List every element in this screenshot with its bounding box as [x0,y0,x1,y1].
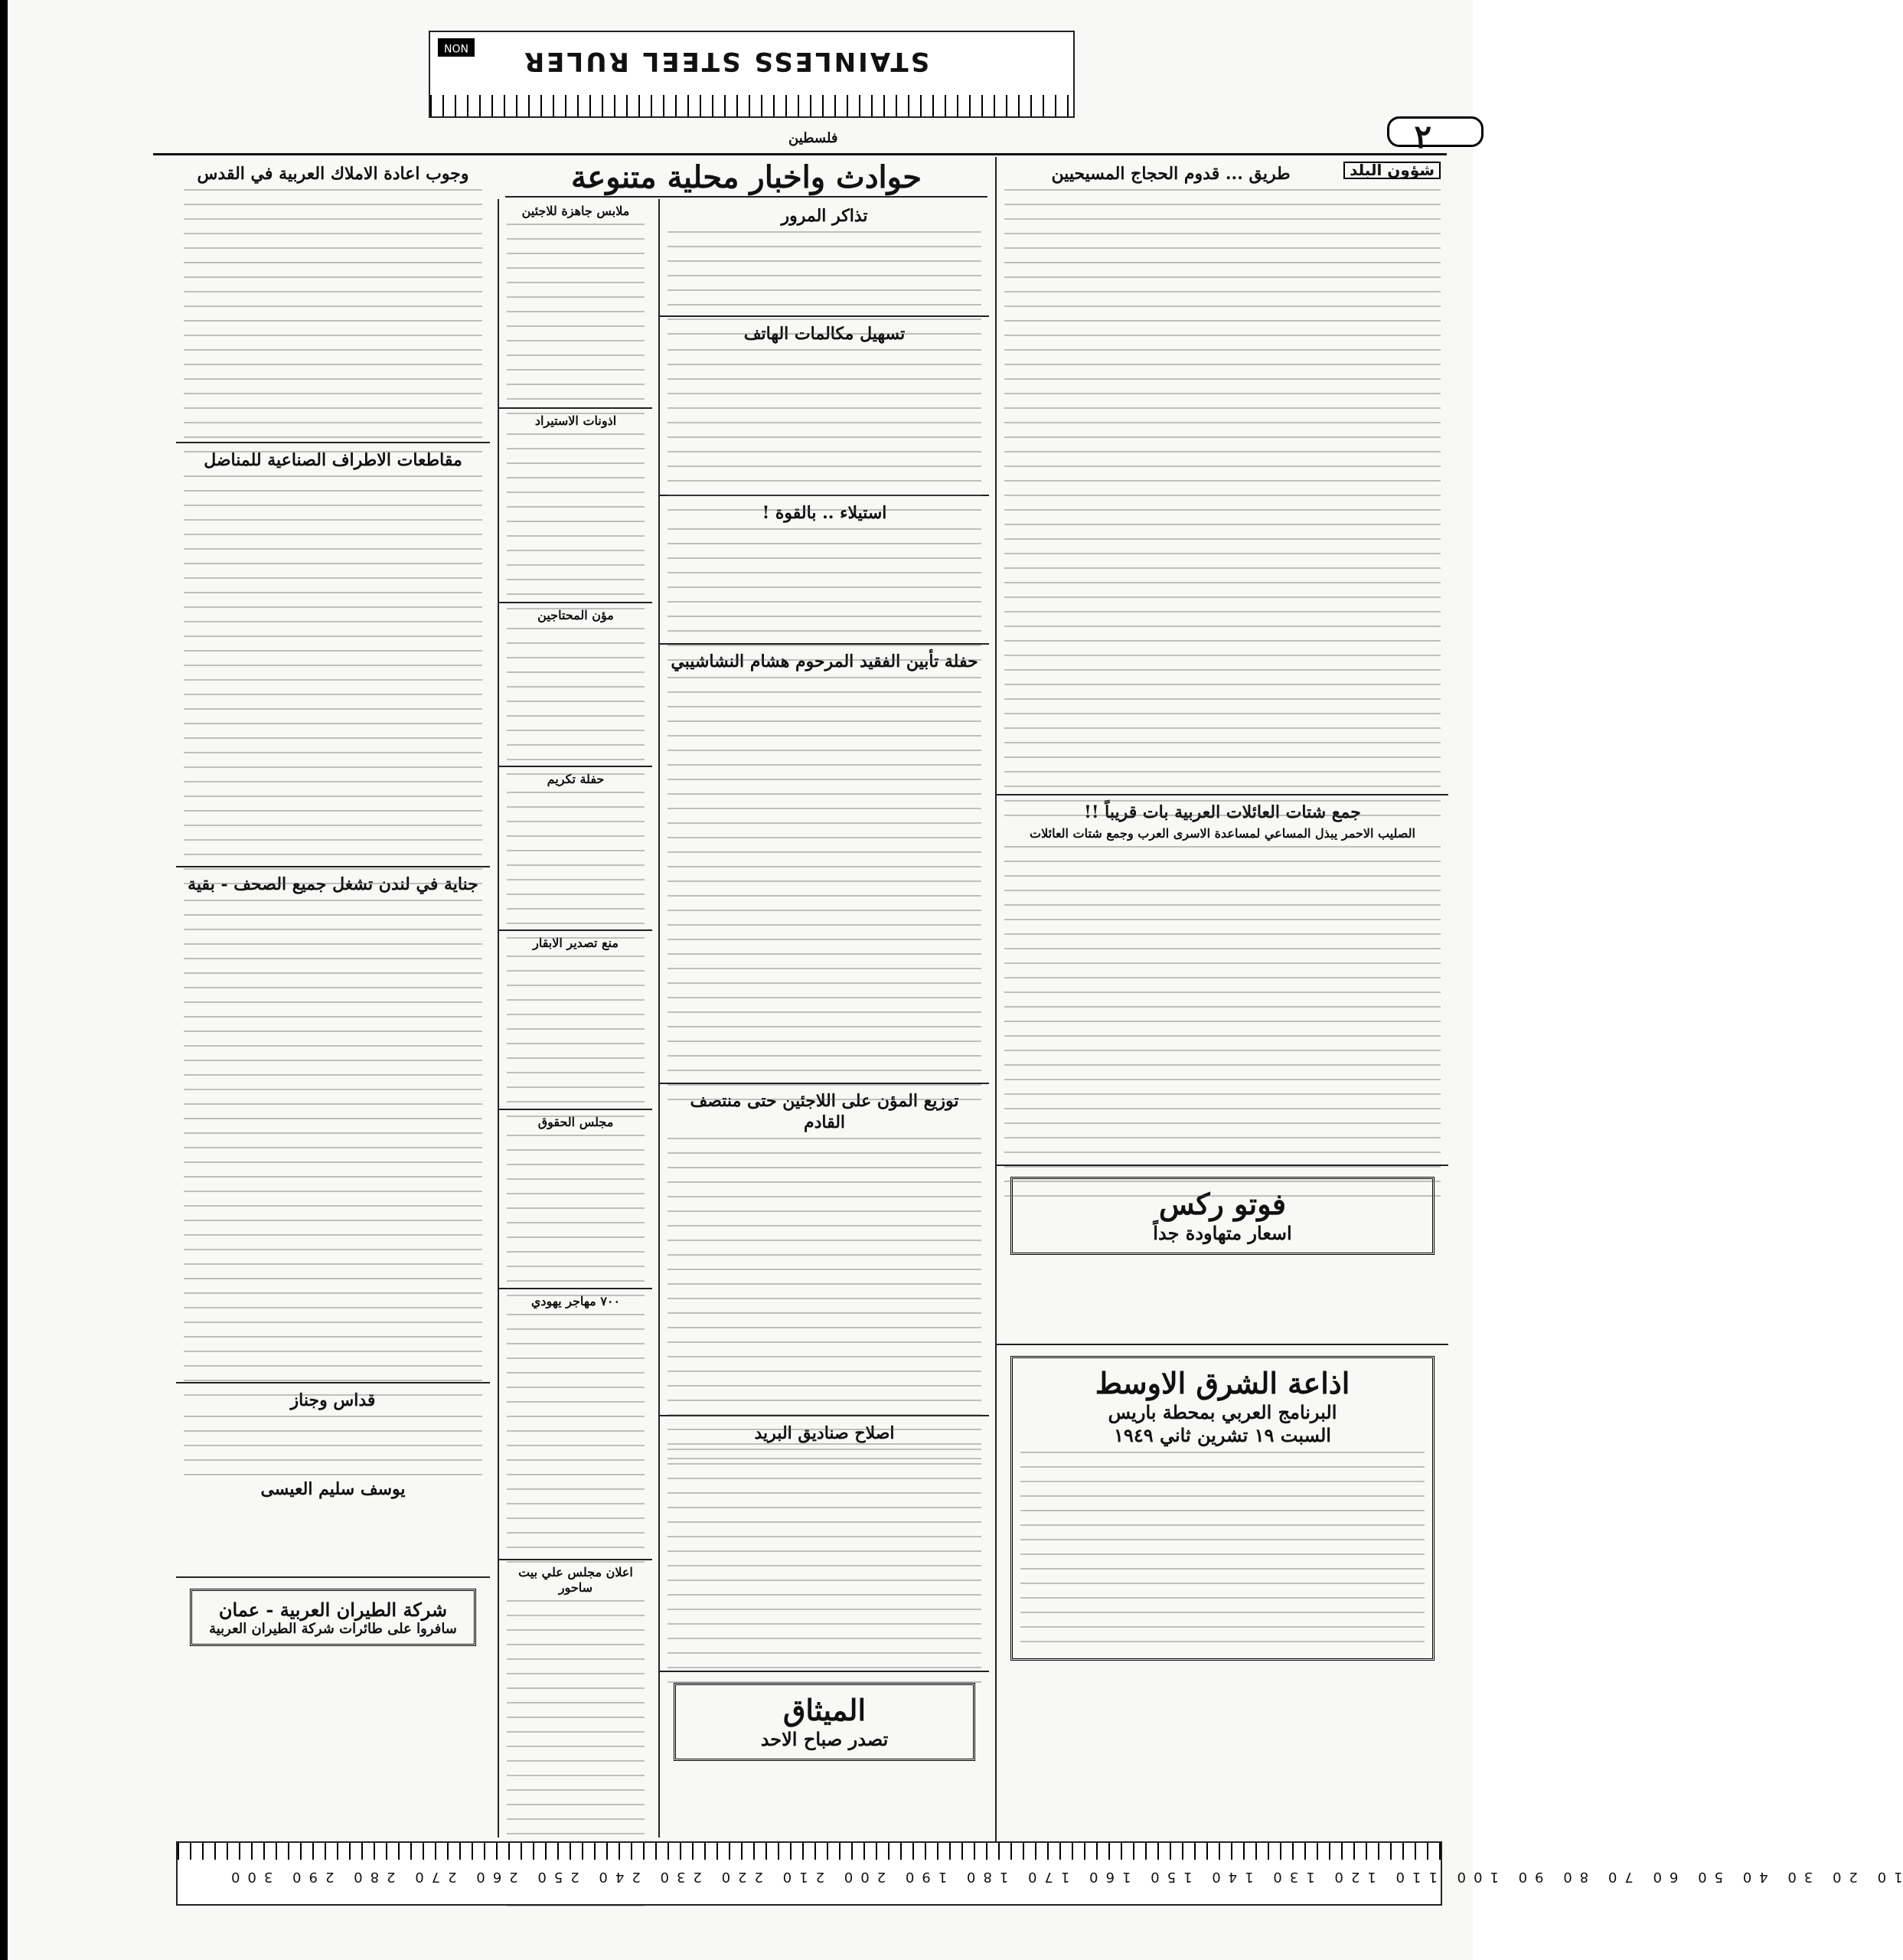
story-body [507,1135,645,1303]
paper-name: فلسطين [788,130,838,146]
story-title: تسهيل مكالمات الهاتف [743,324,906,344]
story-title: مجلس الحقوق [537,1115,614,1129]
story-body [184,189,482,465]
story-title: طريق ... قدوم الحجاج المسيحيين [1051,164,1291,184]
story-phone [660,317,989,496]
story-body [668,349,981,518]
ad-airline [176,1578,490,1756]
column-2 [658,199,989,1838]
ad-radio [997,1345,1448,1737]
story-london [176,867,490,1383]
story-title: قداس وجناز [290,1390,376,1410]
story-tickets [660,199,989,317]
story-immigrants [499,1289,652,1560]
page-header [153,118,1447,155]
section-banner: حوادث واخبار محلية متنوعة [505,159,987,198]
ad-line: تصدر صباح الاحد [760,1728,889,1750]
story-supplies [499,603,652,767]
column-3 [498,199,652,1838]
story-body [668,1449,981,1694]
story-distribution [660,1084,989,1416]
ad-mithaq [660,1672,989,1819]
story-title: وجوب اعادة الاملاك العربية في القدس [197,164,469,184]
story-property [176,157,490,443]
person-name: يوسف سليم العيسى [260,1479,406,1499]
story-body [668,231,981,338]
ad-line: اسعار متهاودة جداً [1153,1222,1292,1244]
scan-edge [0,0,8,1960]
story-mass [176,1383,490,1578]
story-law-council [499,1110,652,1289]
story-title: منع تصدير الابقار [533,936,619,950]
story-mailboxes [660,1416,989,1672]
section-tag: شؤون البلد [1343,162,1441,179]
ruler-ticks [430,95,1073,116]
story-body [507,628,645,781]
page-number: ٢ [1414,118,1431,155]
story-honor [499,767,652,931]
story-pilgrims [997,157,1448,795]
ruler-ticks [178,1843,1441,1860]
story-prosthetics [176,443,490,867]
story-title: ٧٠٠ مهاجر يهودي [530,1294,621,1308]
top-ruler [429,31,1075,118]
story-body [507,433,645,617]
story-subtitle: الصليب الاحمر يبذل المساعي لمساعدة الاسرى العرب وجمع شتات العائلات [1030,826,1415,841]
ad-box [190,1589,476,1646]
story-title: مؤن المحتاجين [537,608,614,622]
column-4 [176,157,490,1841]
story-title: حفلة تكريم [547,772,605,786]
ruler-non-label: NON [438,38,475,57]
ad-title: اذاعة الشرق الاوسط [1095,1366,1350,1400]
story-body [507,792,645,945]
story-seizure [660,496,989,645]
ad-date: السبت ١٩ تشرين ثاني ١٩٤٩ [1114,1424,1331,1446]
story-body [668,677,981,1106]
story-announcement [499,1560,652,1876]
story-body [507,1314,645,1574]
story-body [184,1416,482,1477]
ad-box [674,1683,975,1761]
ad-title: الميثاق [782,1693,867,1727]
story-clothes [499,199,652,409]
story-title: حفلة تأبين الفقيد المرحوم هشام النشاشيبي [671,652,978,671]
story-body [668,528,981,666]
story-body [507,224,645,423]
story-body [1004,846,1441,1206]
ruler-brand: STAINLESS STEEL RULER [522,46,930,77]
story-body [668,1138,981,1459]
story-import [499,409,652,603]
story-title: جمع شتات العائلات العربية بات قريباً !! [1084,802,1361,822]
story-body [507,956,645,1124]
ad-subtitle: البرنامج العربي بمحطة باريس [1108,1401,1337,1423]
story-title: توزيع المؤن على اللاجئين حتى منتصف القادم [690,1091,959,1132]
story-title: جناية في لندن تشغل جميع الصحف - بقية [188,874,478,894]
story-title: ملابس جاهزة للاجئين [521,204,630,218]
story-title: مقاطعات الاطراف الصناعية للمناضل [204,450,462,470]
ad-title: فوتو ركس [1158,1187,1287,1221]
ad-box [1010,1356,1435,1661]
ruler-numbers: 10 20 30 40 50 60 70 80 90 100 110 120 130 140 150 160 170 180 190 200 210 220 230 240 250 260 270 280 290 300 [224,1869,1903,1885]
story-families [997,795,1448,1166]
story-title: تذاكر المرور [781,206,868,226]
story-title: اصلاح صناديق البريد [754,1423,895,1443]
story-body [184,475,482,889]
story-body [1004,189,1441,817]
story-cattle [499,931,652,1110]
bottom-ruler [176,1841,1903,1906]
story-title: اذونات الاستيراد [534,413,617,428]
ad-title: شركة الطيران العربية - عمان [218,1599,448,1621]
story-body [184,900,482,1405]
story-title: اعلان مجلس علي بيت ساحور [518,1565,633,1595]
story-memorial [660,645,989,1084]
story-title: استيلاء .. بالقوة ! [762,503,887,523]
column-1 [995,157,1448,1841]
ad-body [1020,1452,1425,1651]
ad-line: سافروا على طائرات شركة الطيران العربية [209,1621,457,1637]
